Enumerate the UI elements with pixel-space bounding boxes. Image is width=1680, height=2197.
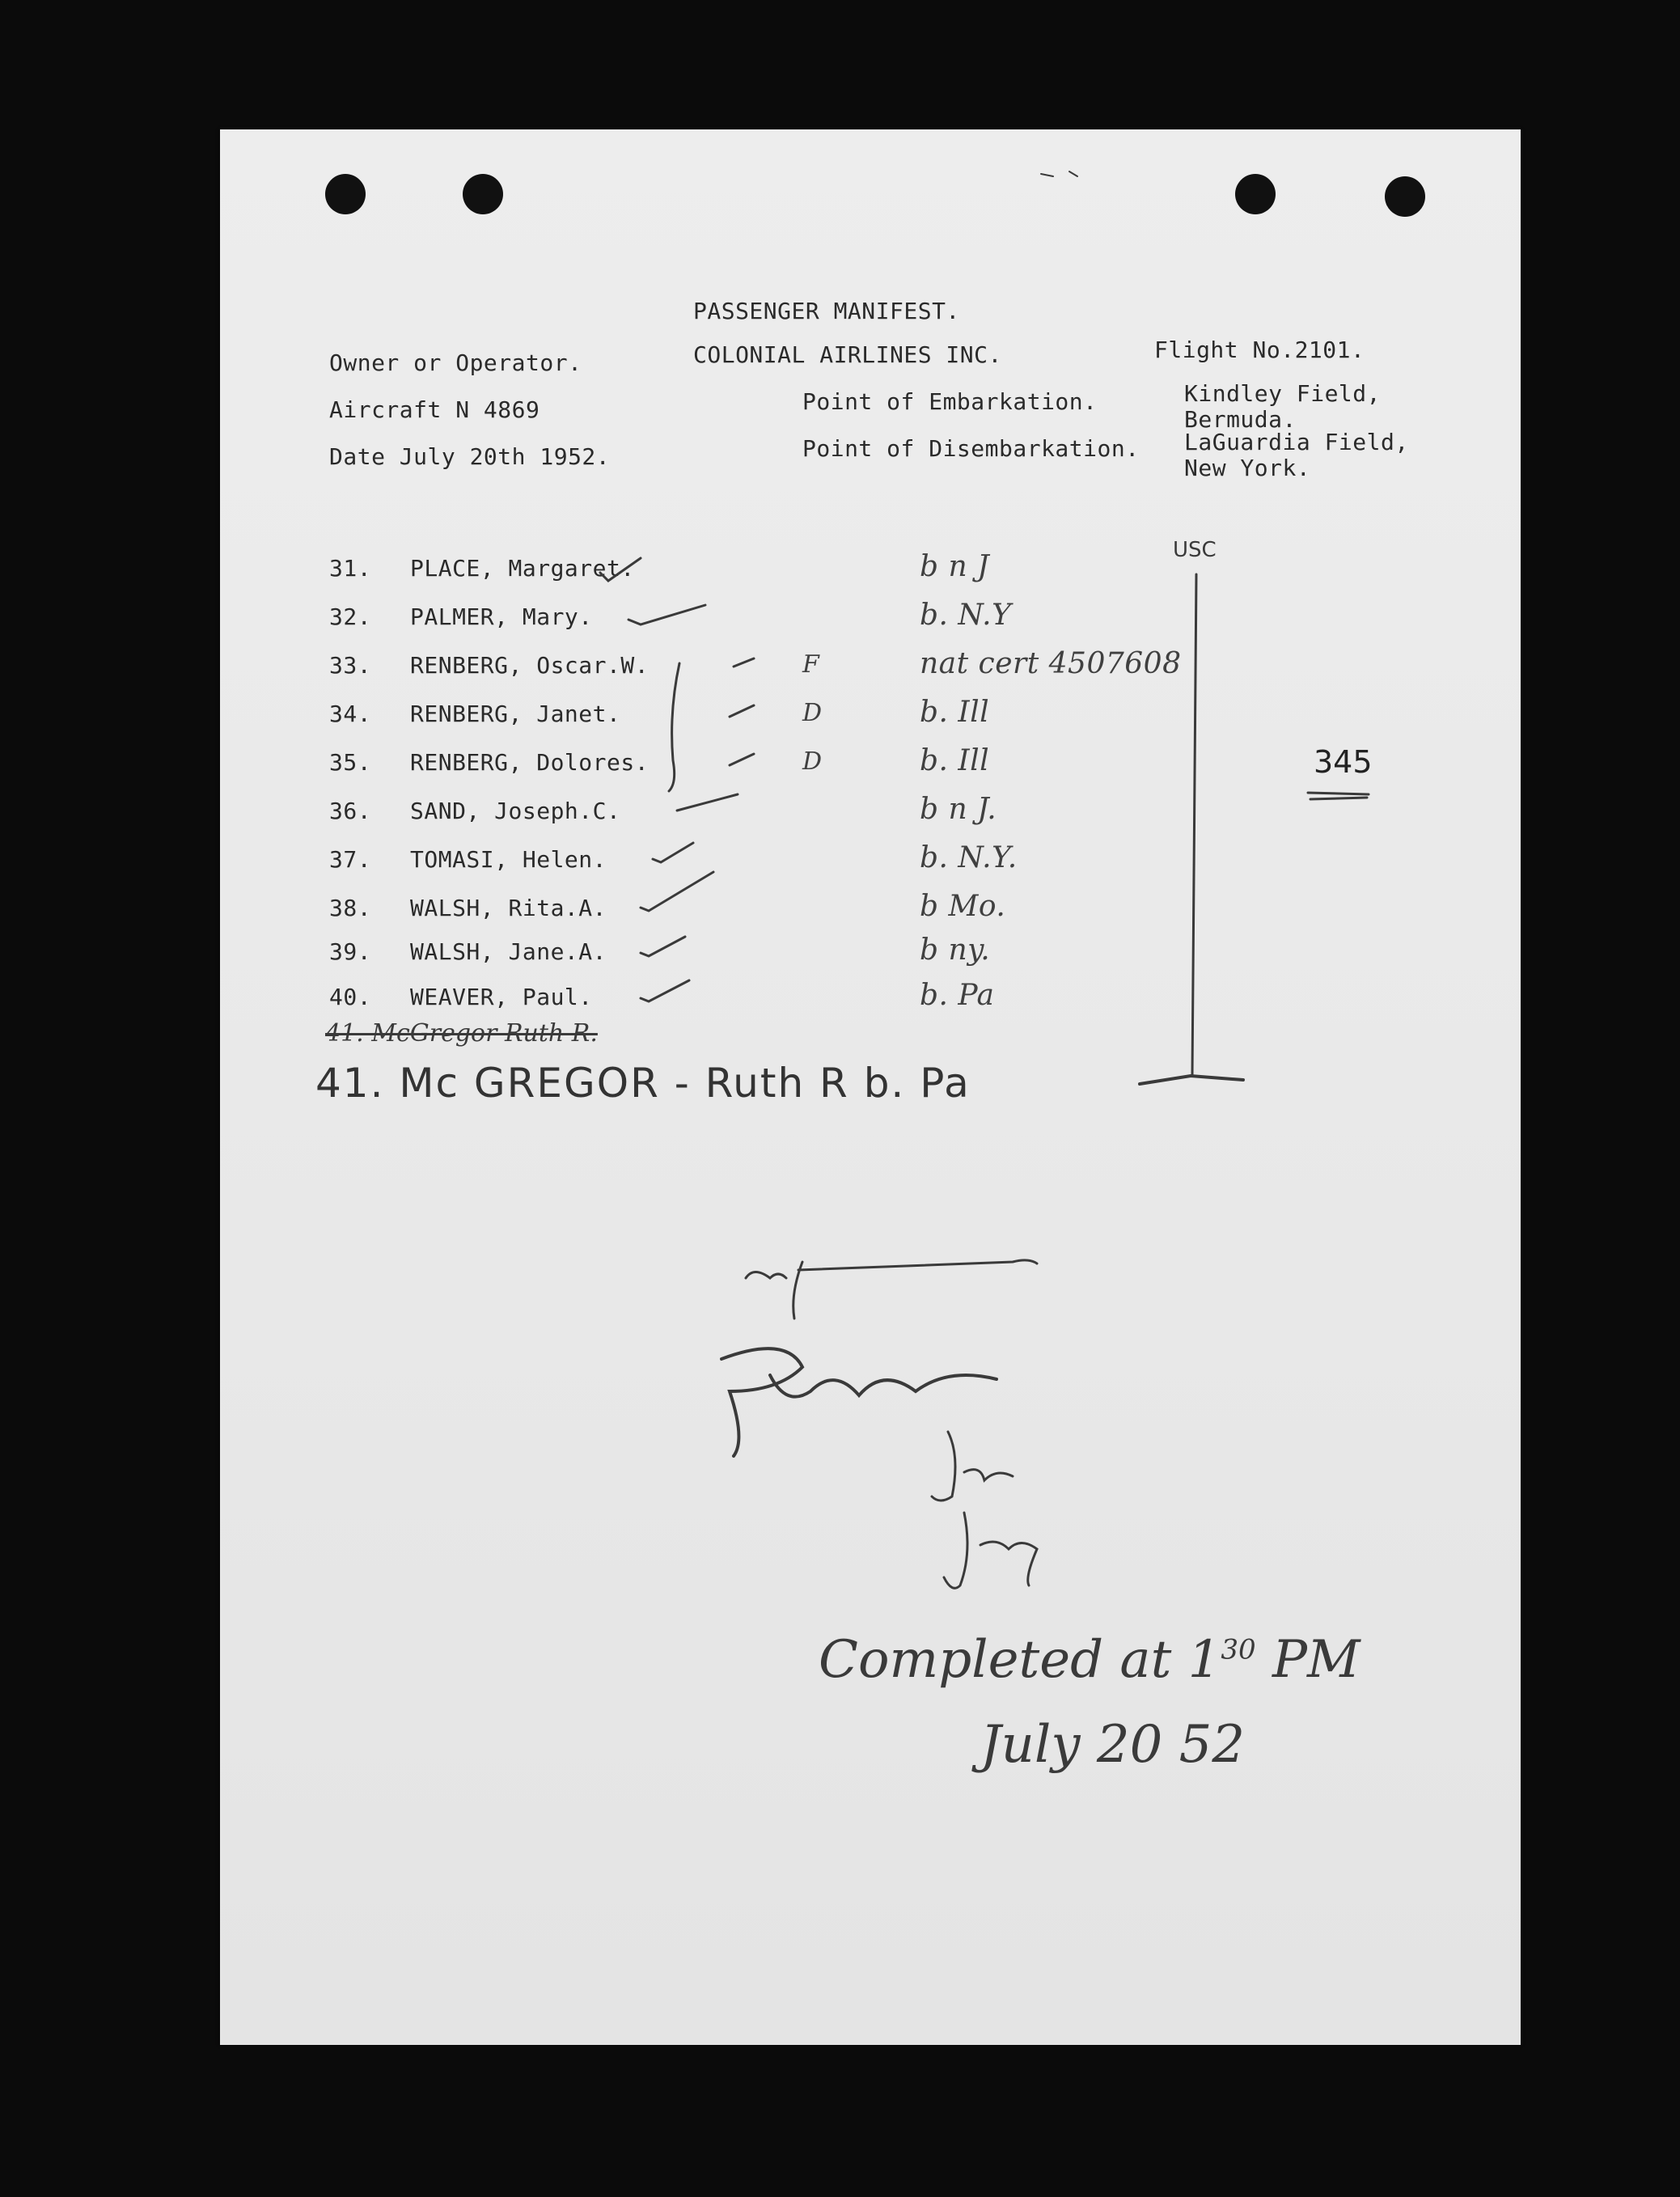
- check-mark: [730, 705, 754, 717]
- passenger-name: PLACE, Margaret.: [410, 555, 635, 582]
- pencil-marks: [220, 129, 1521, 2045]
- check-mark: [734, 658, 754, 667]
- passenger-number: 40.: [329, 984, 372, 1010]
- passenger-code: F: [802, 650, 820, 679]
- passenger-name: PALMER, Mary.: [410, 603, 593, 630]
- embarkation-label: Point of Embarkation.: [802, 388, 1098, 415]
- bracket-line: [1192, 574, 1196, 1076]
- owner-label: Owner or Operator.: [329, 349, 582, 376]
- passenger-note: b. N.Y: [920, 599, 1012, 632]
- embarkation-place-1: Kindley Field,: [1184, 380, 1382, 407]
- passenger-number: 35.: [329, 749, 372, 776]
- manifest-title: PASSENGER MANIFEST.: [693, 298, 960, 324]
- signature-3: [932, 1432, 1013, 1501]
- page-number-underline: [1308, 793, 1369, 794]
- passenger-name: RENBERG, Janet.: [410, 701, 621, 727]
- passenger-number: 39.: [329, 938, 372, 965]
- passenger-number: 37.: [329, 846, 372, 873]
- completion-pm: PM: [1272, 1630, 1361, 1690]
- check-mark: [677, 794, 738, 811]
- passenger-number: 36.: [329, 798, 372, 824]
- check-mark: [628, 605, 705, 624]
- check-mark: [641, 937, 685, 956]
- passenger-number: 33.: [329, 652, 372, 679]
- passenger-name: TOMASI, Helen.: [410, 846, 607, 873]
- flight-date: Date July 20th 1952.: [329, 443, 611, 470]
- passenger-number: 31.: [329, 555, 372, 582]
- disembarkation-place-1: LaGuardia Field,: [1184, 429, 1409, 455]
- passenger-note: b n J.: [920, 793, 997, 826]
- bracket-foot: [1140, 1076, 1243, 1084]
- passenger-note: b n J: [920, 550, 990, 583]
- passenger-note: nat cert 4507608: [920, 647, 1182, 680]
- passenger-number: 34.: [329, 701, 372, 727]
- signature-4: [944, 1513, 1037, 1588]
- passenger-note: b. Ill: [920, 696, 990, 729]
- passenger-note: b. N.Y.: [920, 841, 1018, 874]
- page-number: 345: [1314, 744, 1373, 780]
- passenger-name: RENBERG, Dolores.: [410, 749, 650, 776]
- check-mark: [653, 843, 693, 862]
- passenger-note: b Mo.: [920, 890, 1006, 923]
- check-mark: [600, 558, 641, 581]
- completion-time-minutes: 30: [1221, 1633, 1256, 1666]
- passenger-name: RENBERG, Oscar.W.: [410, 652, 650, 679]
- passenger-note: b ny.: [920, 933, 991, 967]
- disembarkation-place-2: New York.: [1184, 455, 1311, 481]
- struck-entry: 41. McGregor Ruth R.: [325, 1019, 598, 1048]
- manifest-page: [220, 129, 1521, 2045]
- embarkation-place-2: Bermuda.: [1184, 406, 1297, 433]
- check-mark: [641, 980, 689, 1001]
- check-mark: [730, 754, 754, 765]
- passenger-note: b. Ill: [920, 744, 990, 777]
- added-entry: 41. Mc GREGOR - Ruth R b. Pa: [315, 1060, 971, 1107]
- passenger-name: WALSH, Jane.A.: [410, 938, 607, 965]
- passenger-name: WALSH, Rita.A.: [410, 895, 607, 921]
- signature-2: [722, 1348, 997, 1456]
- passenger-number: 32.: [329, 603, 372, 630]
- completion-text: Completed at 1: [819, 1630, 1221, 1690]
- family-bracket: [669, 663, 679, 791]
- completion-date: July 20 52: [980, 1715, 1246, 1775]
- aircraft-id: Aircraft N 4869: [329, 396, 540, 423]
- passenger-name: WEAVER, Paul.: [410, 984, 593, 1010]
- disembarkation-label: Point of Disembarkation.: [802, 435, 1140, 462]
- passenger-code: D: [802, 747, 823, 776]
- bracket-label: USC: [1173, 538, 1217, 562]
- operator-name: COLONIAL AIRLINES INC.: [693, 341, 1002, 368]
- signature-1: [746, 1260, 1037, 1319]
- passenger-number: 38.: [329, 895, 372, 921]
- check-mark: [641, 872, 713, 911]
- passenger-code: D: [802, 699, 823, 727]
- flight-number: Flight No.2101.: [1154, 337, 1365, 363]
- passenger-name: SAND, Joseph.C.: [410, 798, 621, 824]
- passenger-note: b. Pa: [920, 979, 995, 1012]
